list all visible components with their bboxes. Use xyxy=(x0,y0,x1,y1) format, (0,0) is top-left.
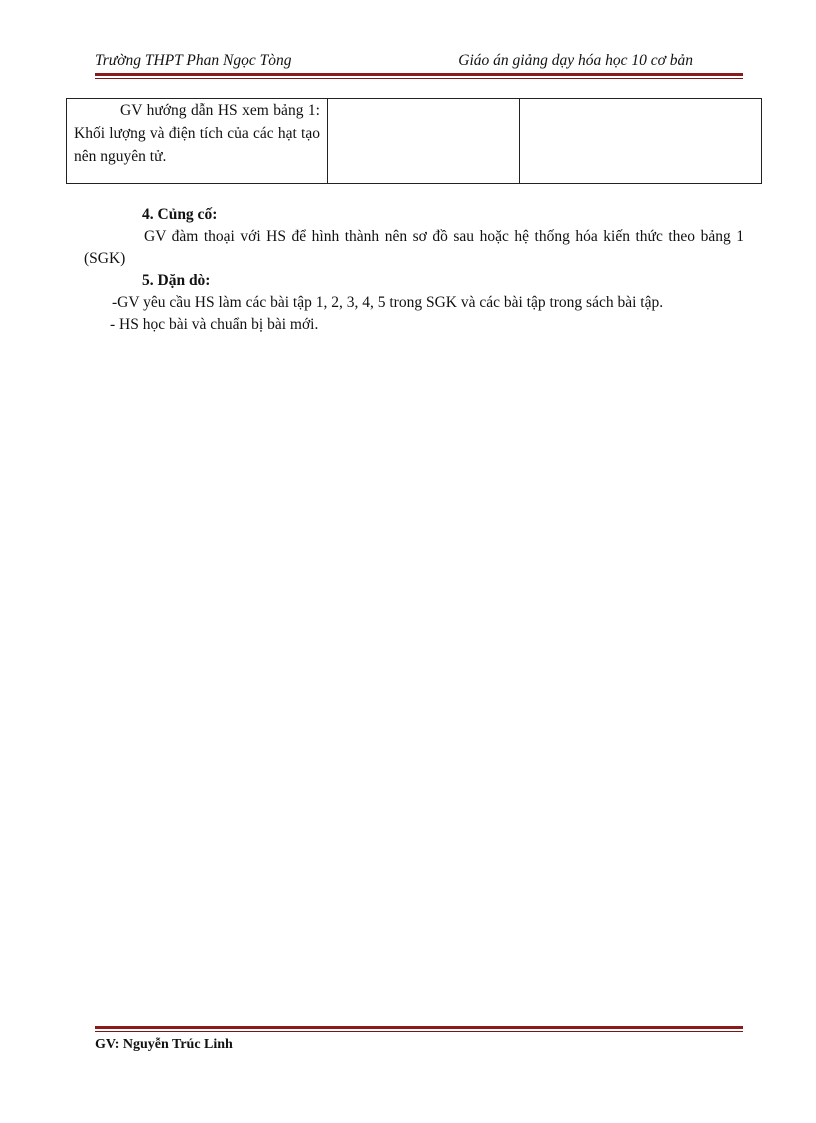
section-text: GV đàm thoại với HS để hình thành nên sơ đồ sau hoặc hệ thống hóa kiến thức theo bảng 1 (SGK) xyxy=(84,228,744,267)
teacher-name: GV: Nguyễn Trúc Linh xyxy=(95,1037,233,1052)
table-row xyxy=(67,99,762,184)
table-cell-content xyxy=(520,99,762,184)
footer-rule-thin xyxy=(95,1031,743,1032)
page-header xyxy=(95,52,743,74)
section-consolidation xyxy=(84,204,744,270)
header-rule-thick xyxy=(95,73,743,76)
school-name: Trường THPT Phan Ngọc Tòng xyxy=(95,52,292,69)
list-item: -GV yêu cầu HS làm các bài tập 1, 2, 3, 4, 5 trong SGK và các bài tập trong sách bài tập. xyxy=(112,294,664,311)
header-rule-thin xyxy=(95,78,743,79)
footer-rule-thick xyxy=(95,1026,743,1029)
section-heading: 5. Dặn dò: xyxy=(142,272,211,289)
lesson-table xyxy=(66,98,762,184)
section-heading: 4. Củng cố: xyxy=(142,206,218,223)
section-homework xyxy=(84,270,744,336)
activity-text: GV hướng dẫn HS xem bảng 1: Khối lượng và điện tích của các hạt tạo nên nguyên tử. xyxy=(74,102,320,165)
document-title: Giáo án giảng dạy hóa học 10 cơ bản xyxy=(458,52,693,69)
table-cell-activity xyxy=(67,99,328,184)
table-cell-student xyxy=(328,99,520,184)
list-item: - HS học bài và chuẩn bị bài mới. xyxy=(110,316,319,333)
